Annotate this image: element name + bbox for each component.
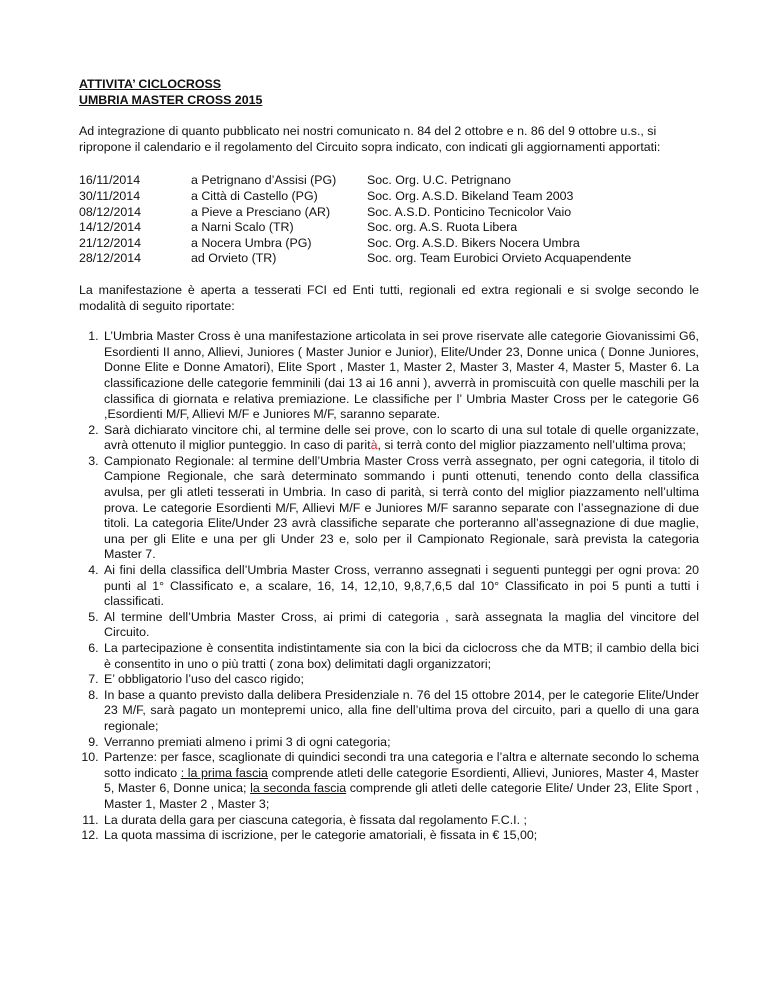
- rule-item: 6. La partecipazione è consentita indistintamente sia con la bici da ciclocross che da MTB; il cambio della bici è consentito in uno o più tratti ( zona box) delimitati dagli organizzatori;: [102, 641, 699, 672]
- rule-item: 10. Partenze: per fasce, scaglionate di quindici secondi tra una categoria e l’altra e alternate secondo lo schema sotto indicato : la prima fascia comprende atleti delle categorie Esordienti, Allievi, Juniores, Master 4, Master 5, Master 6, Donne unica; la seconda fascia comprende gli atleti delle categorie Elite/ Under 23, Elite Sport , Master 1, Master 2 , Master 3;: [102, 750, 699, 812]
- calendar-place: a Nocera Umbra (PG): [191, 235, 312, 250]
- rule-item: 3. Campionato Regionale: al termine dell’Umbria Master Cross verrà assegnato, per ogni categoria, il titolo di Campione Regionale, che sarà determinato sommando i punti ottenuti, tenendo conto della classifica avulsa, per gli atleti tesserati in Umbria. In caso di parità, si terrà conto del miglior piazzamento nell’ultima prova. Le categorie Esordienti M/F, Allievi M/F e Juniores M/F saranno separate con l’assegnazione di due titoli. La categoria Elite/Under 23 avrà classifiche separate che porteranno all’assegnazione di due maglie, una per gli Elite e una per gli Under 23 e, solo per il Campionato Regionale, sarà prevista la categoria Master 7.: [102, 454, 699, 563]
- calendar-table: [79, 173, 631, 267]
- calendar-place: a Narni Scalo (TR): [191, 220, 294, 235]
- rules-list: [79, 329, 699, 844]
- calendar-row: [79, 236, 631, 252]
- calendar-place: ad Orvieto (TR): [191, 251, 277, 266]
- document-header: [79, 77, 699, 108]
- first-band-label: : la prima fascia: [180, 765, 268, 780]
- calendar-row: [79, 205, 631, 221]
- calendar-date: 08/12/2014: [79, 204, 142, 219]
- participation-note: La manifestazione è aperta a tesserati FCI ed Enti tutti, regionali ed extra regionali e si svolge secondo le modalità di seguito riportate:: [79, 282, 699, 313]
- calendar-place: a Petrignano d’Assisi (PG): [191, 173, 337, 188]
- calendar-organizer: Soc. Org. U.C. Petrignano: [367, 173, 511, 188]
- rule-item: 8. In base a quanto previsto dalla delibera Presidenziale n. 76 del 15 ottobre 2014, per le categorie Elite/Under 23 M/F, sarà pagato un montepremi unico, alla fine dell’ultima prova del circuito, pari a quello di una gara regionale;: [102, 688, 699, 735]
- rule-item: 9. Verranno premiati almeno i primi 3 di ogni categoria;: [102, 735, 699, 751]
- event-title: UMBRIA MASTER CROSS 2015: [79, 92, 263, 107]
- calendar-organizer: Soc. org. Team Eurobici Orvieto Acquapendente: [367, 251, 632, 266]
- document-page: [79, 77, 699, 844]
- rule-item: 7. E’ obbligatorio l’uso del casco rigido;: [102, 672, 699, 688]
- calendar-date: 28/12/2014: [79, 251, 142, 266]
- rule-item: 5. Al termine dell’Umbria Master Cross, ai primi di categoria , sarà assegnata la maglia del vincitore del Circuito.: [102, 610, 699, 641]
- rule-item: 12. La quota massima di iscrizione, per le categorie amatoriali, è fissata in € 15,00;: [102, 828, 699, 844]
- calendar-row: [79, 173, 631, 189]
- calendar-date: 21/12/2014: [79, 235, 142, 250]
- calendar-place: a Città di Castello (PG): [191, 188, 318, 203]
- calendar-row: [79, 220, 631, 236]
- rule-item: 11. La durata della gara per ciascuna categoria, è fissata dal regolamento F.C.I. ;: [102, 813, 699, 829]
- highlighted-char: à: [370, 438, 378, 453]
- calendar-organizer: Soc. A.S.D. Ponticino Tecnicolor Vaio: [367, 204, 572, 219]
- calendar-organizer: Soc. Org. A.S.D. Bikeland Team 2003: [367, 188, 574, 203]
- calendar-date: 30/11/2014: [79, 188, 141, 203]
- intro-paragraph: Ad integrazione di quanto pubblicato nei nostri comunicato n. 84 del 2 ottobre e n. 86 del 9 ottobre u.s., si ripropone il calendario e il regolamento del Circuito sopra indicato, con indicati gli aggiornamenti apportati:: [79, 124, 661, 154]
- calendar-organizer: Soc. org. A.S. Ruota Libera: [367, 220, 518, 235]
- second-band-label: la seconda fascia: [250, 781, 347, 796]
- calendar-place: a Pieve a Presciano (AR): [191, 204, 331, 219]
- calendar-date: 16/11/2014: [79, 173, 141, 188]
- calendar-row: [79, 251, 631, 267]
- calendar-row: [79, 189, 631, 205]
- calendar-organizer: Soc. Org. A.S.D. Bikers Nocera Umbra: [367, 235, 580, 250]
- calendar-date: 14/12/2014: [79, 220, 142, 235]
- rule-item: 2. Sarà dichiarato vincitore chi, al termine delle sei prove, con lo scarto di una sul totale di quelle organizzate, avrà ottenuto il miglior punteggio. In caso di parità, si terrà conto del miglior piazzamento nell’ultima prova;: [102, 423, 699, 454]
- section-title: ATTIVITA’ CICLOCROSS: [79, 77, 222, 91]
- rule-item: 4. Ai fini della classifica dell’Umbria Master Cross, verranno assegnati i seguenti punteggi per ogni prova: 20 punti al 1° Classificato e, a scalare, 16, 14, 12,10, 9,8,7,6,5 dal 10° Classificato in poi 5 punti a tutti i classificati.: [102, 563, 699, 610]
- rule-item: 1. L’Umbria Master Cross è una manifestazione articolata in sei prove riservate alle categorie Giovanissimi G6, Esordienti II anno, Allievi, Juniores ( Master Junior e Junior), Elite/Under 23, Donne unica ( Donne Juniores, Donne Elite e Donne Amatori), Elite Sport , Master 1, Master 2, Master 3, Master 4, Master 5, Master 6. La classificazione delle categorie femminili (dai 13 ai 16 anni ), avverrà in promiscuità con quelle maschili per la classifica di giornata e relativa premiazione. Le classifiche per l’ Umbria Master Cross per le categorie G6 ,Esordienti M/F, Allievi M/F e Juniores M/F, saranno separate.: [102, 329, 699, 423]
